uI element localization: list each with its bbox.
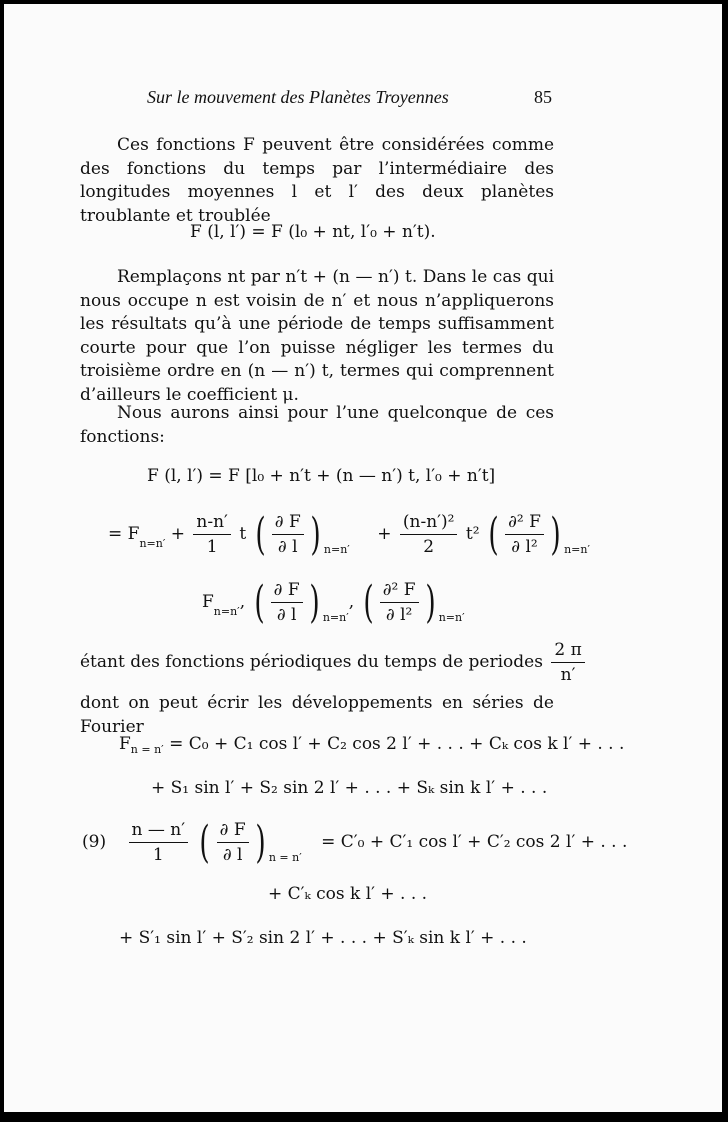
eq3-derivative-1	[272, 512, 304, 557]
eq3-t: t	[239, 524, 247, 544]
eq4-d2-num: ∂² F	[380, 580, 419, 603]
period-fraction	[551, 640, 584, 685]
eq5-rhs: = C₀ + C₁ cos l′ + C₂ cos 2 l′ + . . . + Cₖ cos k l′ + . . .	[169, 734, 625, 754]
eq7-fraction	[129, 820, 189, 865]
eq3-t2: t²	[465, 524, 480, 544]
eq7-frac-den: 1	[152, 845, 164, 865]
paren-right: )	[310, 508, 321, 560]
equation-1: F (l, l′) = F (l₀ + nt, l′₀ + n′t).	[190, 222, 436, 242]
eq4-derivative-2	[380, 580, 419, 625]
paragraph-4-text: étant des fonctions périodiques du temps de periodes	[80, 652, 543, 672]
page-number: 85	[534, 87, 552, 107]
eq3-d1-den: ∂ l	[277, 537, 298, 557]
eq4-sub: n=n′	[213, 605, 240, 618]
eq3-frac2-den: 2	[423, 537, 435, 557]
paragraph-3: Nous aurons ainsi pour l’une quelconque de ces fonctions:	[80, 403, 554, 447]
paren-left: (	[362, 576, 374, 628]
eq7-sub: n = n′	[268, 851, 302, 864]
paren-left: (	[255, 508, 266, 560]
eq3-plus-2: +	[377, 524, 392, 544]
page	[4, 4, 722, 1112]
eq7-d-num: ∂ F	[217, 820, 249, 843]
eq3-frac1-den: 1	[206, 537, 218, 557]
equation-label: (9)	[82, 832, 107, 852]
eq4-F: F	[202, 592, 214, 612]
equation-5	[119, 734, 624, 754]
paren-right: )	[309, 576, 320, 628]
paren-right: )	[255, 816, 266, 868]
eq4-d1-sub: n=n′	[322, 611, 349, 624]
equation-2: F (l, l′) = F [l₀ + n′t + (n — n′) t, l′₀ + n′t]	[147, 466, 496, 486]
eq5-F: F	[119, 734, 131, 754]
eq4-d1-den: ∂ l	[276, 605, 297, 625]
equation-3	[108, 508, 590, 560]
equation-6: + S₁ sin l′ + S₂ sin 2 l′ + . . . + Sₖ sin k l′ + . . .	[151, 778, 548, 798]
eq4-d2-sub: n=n′	[438, 611, 465, 624]
eq3-lhs: = F	[108, 524, 140, 544]
eq7-rhs: = C′₀ + C′₁ cos l′ + C′₂ cos 2 l′ + . . .	[321, 832, 628, 852]
period-num: 2 π	[551, 640, 584, 663]
eq3-d2-den: ∂ l²	[511, 537, 538, 557]
eq4-derivative-1	[271, 580, 303, 625]
paren-right: )	[424, 576, 436, 628]
eq5-sub: n = n′	[130, 743, 164, 756]
equation-9: + S′₁ sin l′ + S′₂ sin 2 l′ + . . . + S′ₖ sin k l′ + . . .	[119, 928, 527, 948]
paren-left: (	[253, 576, 265, 628]
eq4-d1-num: ∂ F	[271, 580, 303, 603]
eq7-d-den: ∂ l	[222, 845, 243, 865]
eq3-sub: n=n′	[139, 537, 166, 550]
equation-8: + C′ₖ cos k l′ + . . .	[268, 884, 428, 904]
eq3-derivative-2	[505, 512, 544, 557]
paren-left: (	[488, 508, 499, 560]
paragraph-5: dont on peut écrir les développements en séries de Fourier	[80, 693, 554, 737]
period-den: n′	[560, 665, 576, 685]
eq3-d2-num: ∂² F	[505, 512, 544, 535]
running-title: Sur le mouvement des Planètes Troyennes	[147, 87, 449, 107]
eq4-d2-den: ∂ l²	[385, 605, 413, 625]
eq3-d1-sub: n=n′	[323, 543, 350, 556]
paren-right: )	[550, 508, 561, 560]
eq4-comma-1: ,	[239, 592, 246, 612]
eq3-frac1-num: n-n′	[193, 512, 231, 535]
eq3-d1-num: ∂ F	[272, 512, 304, 535]
paragraph-1: Ces fonctions F peuvent être considérées comme des fonctions du temps par l’intermédiaire des longitudes moyennes l et l′ des deux planètes troublante et troublée	[80, 135, 554, 226]
eq7-derivative	[217, 820, 249, 865]
eq3-fraction-2	[400, 512, 458, 557]
eq3-fraction-1	[193, 512, 231, 557]
paren-left: (	[199, 816, 211, 868]
paragraph-2: Remplaçons nt par n′t + (n — n′) t. Dans le cas qui nous occupe n est voisin de n′ et nous n’appliquerons les résultats qu’à une période de temps suffisamment courte pour que l’on puisse négliger les termes du troisième ordre en (n — n′) t, termes qui comprennent d’ailleurs le coefficient μ.	[80, 267, 554, 405]
equation-7	[82, 816, 628, 868]
eq3-plus-1: +	[170, 524, 185, 544]
paragraph-4	[80, 640, 588, 685]
eq7-frac-num: n — n′	[129, 820, 189, 843]
eq4-comma-2: ,	[348, 592, 355, 612]
equation-4	[202, 576, 465, 628]
eq3-d2-sub: n=n′	[564, 543, 590, 556]
eq3-frac2-num: (n-n′)²	[400, 512, 458, 535]
